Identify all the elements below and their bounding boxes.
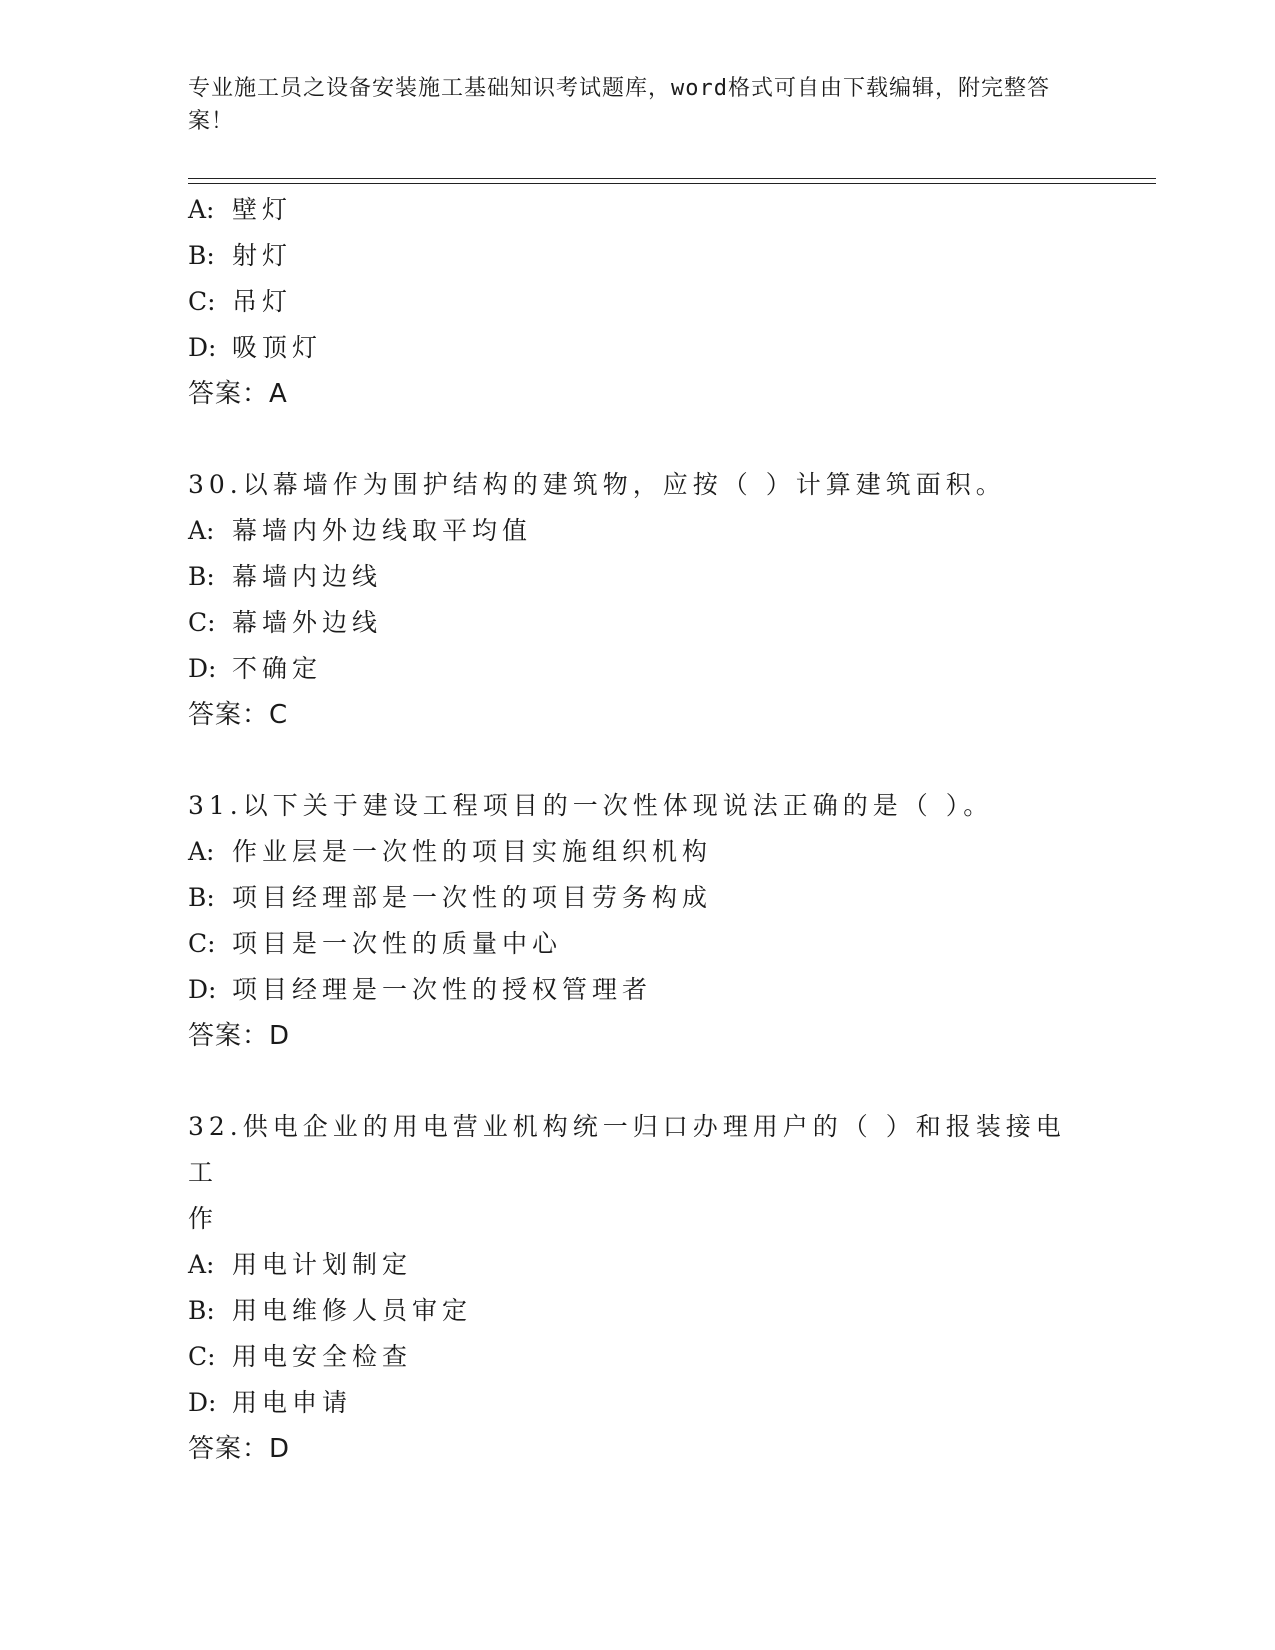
option-key: C: <box>188 287 216 316</box>
option-b <box>188 233 1088 279</box>
question-list <box>188 187 1088 1472</box>
option-d <box>188 1380 1088 1426</box>
answer-line: 答案：A <box>188 379 288 409</box>
option-key: D: <box>188 1388 217 1417</box>
option-text: 项目经理是一次性的授权管理者 <box>232 975 653 1004</box>
option-key: A: <box>188 1250 215 1279</box>
option-key: A: <box>188 837 215 866</box>
header-divider-top <box>188 178 1156 179</box>
option-key: B: <box>188 1296 215 1325</box>
option-b <box>188 554 1088 600</box>
option-key: B: <box>188 883 215 912</box>
option-key: C: <box>188 1342 216 1371</box>
question-stem: 31.以下关于建设工程项目的一次性体现说法正确的是（ ）。 <box>188 791 994 820</box>
option-text: 吸顶灯 <box>232 333 323 362</box>
header-text: 专业施工员之设备安装施工基础知识考试题库，word格式可自由下载编辑，附完整答案！ <box>188 76 1050 134</box>
option-a <box>188 829 1088 875</box>
option-b <box>188 1288 1088 1334</box>
option-text: 幕墙内外边线取平均值 <box>232 516 533 545</box>
answer-line: 答案：D <box>188 1021 291 1051</box>
option-d <box>188 325 1088 371</box>
question-block-29 <box>188 187 1088 417</box>
spacer <box>188 738 1088 783</box>
option-a <box>188 508 1088 554</box>
spacer <box>188 1059 1088 1104</box>
option-text: 作业层是一次性的项目实施组织机构 <box>232 837 713 866</box>
option-key: C: <box>188 608 216 637</box>
header-divider-bottom <box>188 183 1156 184</box>
option-key: D: <box>188 975 217 1004</box>
option-a <box>188 187 1088 233</box>
option-c <box>188 600 1088 646</box>
question-stem-line-2: 作 <box>188 1204 219 1233</box>
option-c <box>188 1334 1088 1380</box>
document-header <box>188 72 1068 138</box>
option-key: A: <box>188 516 215 545</box>
option-d <box>188 646 1088 692</box>
option-text: 项目经理部是一次性的项目劳务构成 <box>232 883 713 912</box>
answer-line: 答案：C <box>188 700 289 730</box>
question-block-30 <box>188 462 1088 738</box>
option-key: D: <box>188 654 217 683</box>
option-text: 幕墙外边线 <box>232 608 383 637</box>
option-text: 吊灯 <box>232 287 293 316</box>
option-text: 射灯 <box>232 241 293 270</box>
question-stem-line-1: 32.供电企业的用电营业机构统一归口办理用户的（ ）和报装接电工 <box>188 1112 1066 1187</box>
option-b <box>188 875 1088 921</box>
option-d <box>188 967 1088 1013</box>
option-text: 项目是一次性的质量中心 <box>232 929 563 958</box>
option-text: 用电维修人员审定 <box>232 1296 473 1325</box>
option-key: B: <box>188 241 215 270</box>
option-text: 幕墙内边线 <box>232 562 383 591</box>
option-c <box>188 279 1088 325</box>
option-text: 壁灯 <box>232 195 293 224</box>
option-c <box>188 921 1088 967</box>
answer-line: 答案：D <box>188 1434 291 1464</box>
option-key: C: <box>188 929 216 958</box>
option-text: 用电计划制定 <box>232 1250 413 1279</box>
question-block-32 <box>188 1104 1088 1472</box>
spacer <box>188 417 1088 462</box>
question-stem: 30.以幕墙作为围护结构的建筑物，应按（ ）计算建筑面积。 <box>188 470 1006 499</box>
option-key: A: <box>188 195 215 224</box>
option-a <box>188 1242 1088 1288</box>
option-key: D: <box>188 333 217 362</box>
option-text: 用电申请 <box>232 1388 353 1417</box>
option-key: B: <box>188 562 215 591</box>
question-block-31 <box>188 783 1088 1059</box>
option-text: 不确定 <box>232 654 323 683</box>
option-text: 用电安全检查 <box>232 1342 413 1371</box>
